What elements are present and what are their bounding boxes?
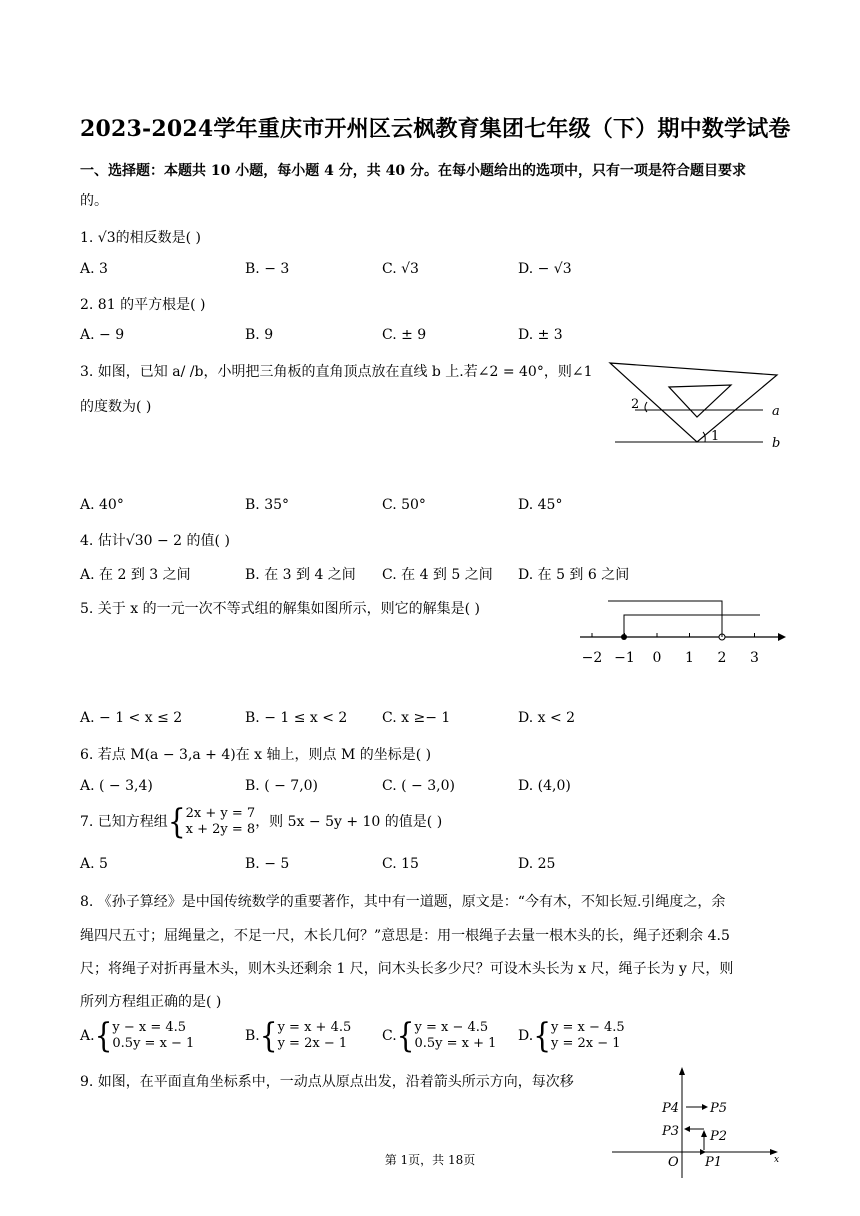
q6-option-c: C. ( − 3,0) (382, 778, 455, 794)
q8-d-label: D. (518, 1028, 534, 1044)
angle-2-label: 2 (631, 397, 640, 412)
q8-c-label: C. (382, 1028, 397, 1044)
q7-option-c: C. 15 (382, 856, 419, 872)
q1-option-c: C. √3 (382, 261, 419, 277)
label-p5: P5 (710, 1101, 728, 1116)
q4-option-b: B. 在 3 到 4 之间 (245, 567, 356, 583)
q5-option-b: B. − 1 ≤ x < 2 (245, 710, 348, 726)
q1-option-b: B. − 3 (245, 261, 290, 277)
q5-option-a: A. − 1 < x ≤ 2 (80, 710, 183, 726)
question-3-stem-line2: 的度数为( ) (80, 399, 152, 415)
q8-a-label: A. (80, 1028, 95, 1044)
q8-d-brace: { (533, 1015, 552, 1056)
q8-b-eq1: y = x + 4.5 (277, 1020, 352, 1035)
q4-option-a: A. 在 2 到 3 之间 (80, 567, 191, 583)
question-5-stem: 5. 关于 x 的一元一次不等式组的解集如图所示，则它的解集是( ) (80, 601, 480, 617)
q8-b-brace: { (259, 1015, 278, 1056)
q6-option-d: D. (4,0) (518, 778, 571, 794)
q3-option-b: B. 35° (245, 497, 290, 513)
number-line-tick-label: 3 (750, 650, 759, 666)
arrowhead-p2-p3 (684, 1126, 690, 1132)
q3-option-c: C. 50° (382, 497, 426, 513)
q6-option-b: B. ( − 7,0) (245, 778, 319, 794)
q2-option-a: A. − 9 (80, 327, 125, 343)
question-2-stem: 2. 81 的平方根是( ) (80, 297, 206, 313)
q8-c-brace: { (396, 1015, 415, 1056)
label-p1: P1 (705, 1155, 723, 1170)
q8-d-eq2: y = 2x − 1 (551, 1036, 621, 1051)
q8-option-c (382, 1015, 497, 1056)
q3-option-a: A. 40° (80, 497, 124, 513)
q8-c-eq1: y = x − 4.5 (414, 1020, 489, 1035)
q3-option-d: D. 45° (518, 497, 563, 513)
label-p3: P3 (662, 1124, 680, 1139)
section-heading-line2: 的。 (80, 193, 108, 209)
question-4-stem: 4. 估计√30 − 2 的值( ) (80, 533, 230, 549)
q8-a-system (112, 1020, 194, 1052)
q8-option-a (80, 1015, 195, 1056)
q8-a-eq2: 0.5y = x − 1 (112, 1036, 195, 1051)
q1-option-a: A. 3 (80, 261, 108, 277)
arrowhead-p4-p5 (702, 1104, 708, 1110)
q8-b-system (278, 1020, 352, 1052)
page-footer: 第 1页，共 18页 (384, 1153, 476, 1167)
q7-option-b: B. − 5 (245, 856, 290, 872)
q2-option-d: D. ± 3 (518, 327, 563, 343)
number-line-tick-label: −2 (581, 650, 603, 666)
q2-option-b: B. 9 (245, 327, 274, 343)
q8-c-system (415, 1020, 497, 1052)
page-title: 2023-2024学年重庆市开州区云枫教育集团七年级（下）期中数学试卷 (80, 116, 791, 142)
q4-option-d: D. 在 5 到 6 之间 (518, 567, 630, 583)
q8-d-system (551, 1020, 625, 1052)
number-line-tick-label: 1 (685, 650, 694, 666)
q8-option-d (518, 1015, 625, 1056)
number-line-tick-label: 2 (717, 650, 727, 666)
question-7-stem (80, 801, 443, 842)
q8-b-eq2: y = 2x − 1 (277, 1036, 348, 1051)
number-line-arrow (778, 633, 786, 641)
arrowhead-p1-p2 (701, 1130, 707, 1137)
q8-b-label: B. (245, 1028, 260, 1044)
q1-option-d: D. − √3 (518, 261, 572, 277)
number-line-figure (570, 595, 790, 670)
label-x-axis: x (774, 1155, 780, 1165)
q7-eq2: x + 2y = 8 (185, 822, 256, 837)
q7-brace: { (167, 801, 186, 842)
q2-option-c: C. ± 9 (382, 327, 427, 343)
q8-a-brace: { (94, 1015, 113, 1056)
number-line-tick-label: −1 (614, 650, 635, 666)
number-line-tick-label: 0 (652, 650, 662, 666)
question-8-line3: 尺；将绳子对折再量木头，则木头还剩余 1 尺，问木头长多少尺？可设木头长为 x 尺，绳子长为 y 尺，则 (80, 961, 734, 977)
y-axis-arrow (679, 1067, 685, 1075)
question-8-line2: 绳四尺五寸；屈绳量之，不足一尺，木长几何？”意思是：用一根绳子去量一根木头的长，绳子还剩余 4.5 (80, 928, 730, 944)
q8-c-eq2: 0.5y = x + 1 (414, 1036, 497, 1051)
angle-1-label: 1 (711, 429, 720, 444)
question-8-line4: 所列方程组正确的是( ) (80, 994, 222, 1010)
q7-option-d: D. 25 (518, 856, 556, 872)
label-p2: P2 (710, 1129, 728, 1144)
q8-option-b (245, 1015, 352, 1056)
q5-option-d: D. x < 2 (518, 710, 576, 726)
parallel-lines-triangle-figure (605, 355, 790, 455)
bracket-upper-bound (608, 601, 722, 637)
question-8-line1: 8. 《孙子算经》是中国传统数学的重要著作，其中有一道题，原文是：“今有木，不知长短.引绳度之，余 (80, 894, 726, 910)
question-6-stem: 6. 若点 M(a − 3,a + 4)在 x 轴上，则点 M 的坐标是( ) (80, 747, 432, 763)
q7-stem-prefix: 7. 已知方程组 (80, 814, 168, 830)
line-b-label: b (772, 436, 781, 451)
section-heading-line1: 一、选择题：本题共 10 小题，每小题 4 分，共 40 分。在每小题给出的选项中，只有一项是符合题目要求 (80, 163, 746, 179)
question-3-stem-line1: 3. 如图，已知 a/ /b，小明把三角板的直角顶点放在直线 b 上.若∠2 = 40°，则∠1 (80, 364, 593, 380)
q5-option-c: C. x ≥− 1 (382, 710, 451, 726)
question-1-stem: 1. √3的相反数是( ) (80, 230, 202, 246)
q6-option-a: A. ( − 3,4) (80, 778, 153, 794)
q7-stem-suffix: ，则 5x − 5y + 10 的值是( ) (255, 814, 443, 830)
q7-option-a: A. 5 (80, 856, 108, 872)
label-origin: O (668, 1155, 679, 1170)
line-a-label: a (772, 404, 780, 419)
q7-equation-system (186, 806, 256, 838)
q8-a-eq1: y − x = 4.5 (112, 1020, 187, 1035)
bracket-lower-bound (624, 615, 760, 637)
set-square-inner (669, 385, 731, 417)
q8-d-eq1: y = x − 4.5 (551, 1020, 625, 1035)
question-9-stem: 9. 如图，在平面直角坐标系中，一动点从原点出发，沿着箭头所示方向，每次移 (80, 1074, 574, 1090)
q4-option-c: C. 在 4 到 5 之间 (382, 567, 493, 583)
label-p4: P4 (662, 1101, 680, 1116)
q7-eq1: 2x + y = 7 (185, 806, 256, 821)
